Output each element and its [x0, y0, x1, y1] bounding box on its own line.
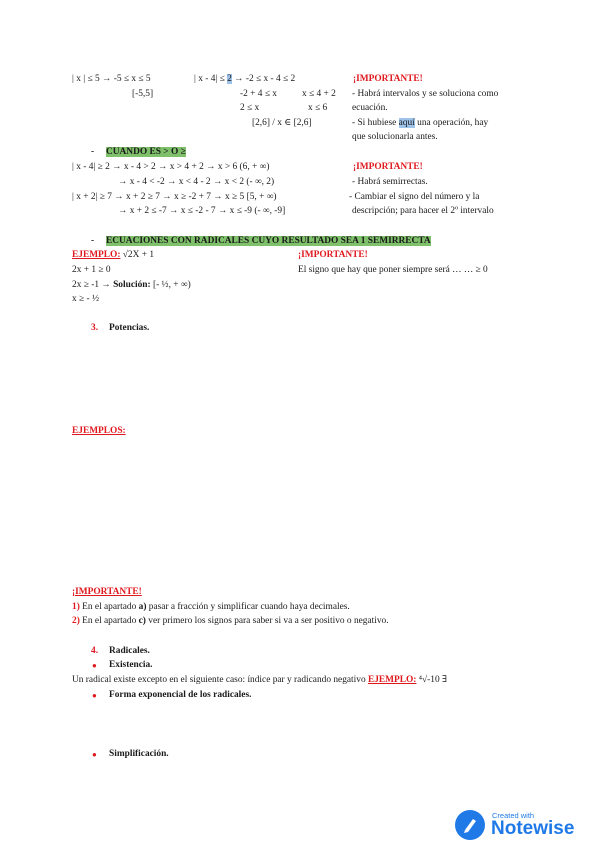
heading-ecuaciones-radicales: ECUACIONES CON RADICALES CUYO RESULTADO SEA 1 SEMIRRECTA [106, 236, 431, 246]
section-4-title: Radicales. [109, 646, 150, 656]
bullet-dot-icon: ● [92, 661, 97, 670]
notewise-logo [455, 808, 585, 842]
note-cambiar-signo-cont: descripción; para hacer el 2º intervalo [352, 206, 494, 216]
ineq-ge-line-1: | x - 4| ≥ 2 → x - 4 > 2 → x > 4 + 2 → x > 6 (6, + ∞) [72, 162, 270, 172]
important-label-4: ¡IMPORTANTE! [72, 587, 142, 597]
bullet-dot-icon: ● [92, 691, 97, 700]
ineq-ge-line-2: → x - 4 < -2 → x < 4 - 2 → x < 2 (- ∞, 2) [118, 177, 275, 187]
example-radical: EJEMPLO: √2X + 1 [72, 250, 155, 260]
ineq-ge-line-3: | x + 2| ≥ 7 → x + 2 ≥ 7 → x ≥ -2 + 7 → x ≥ 5 [5, + ∞) [72, 192, 277, 202]
bullet-dash-2: - [91, 236, 95, 246]
note-intervals-cont: ecuación. [352, 103, 388, 113]
note-semirrectas: - Habrá semirrectas. [352, 177, 428, 187]
bullet-dot-icon: ● [92, 750, 97, 759]
logo-created-with: Created with [492, 811, 535, 820]
important-label-2: ¡IMPORTANTE! [353, 162, 423, 172]
important-item-1: 1) En el apartado a) pasar a fracción y simplificar cuando haya decimales. [72, 602, 350, 612]
ineq-step-d: x ≤ 6 [308, 103, 328, 113]
interval-2-6: [2,6] / x ∈ [2,6] [252, 118, 312, 128]
note-signo: El signo que hay que poner siempre será … … ≥ 0 [298, 265, 488, 275]
radical-step-2: 2x ≥ -1 → Solución: [- ½, + ∞) [72, 280, 191, 290]
important-item-2: 2) En el apartado c) ver primero los signos para saber si va a ser positivo o negativo. [72, 616, 389, 626]
ineq-abs-x-le-5: | x | ≤ 5 → -5 ≤ x ≤ 5 [72, 74, 151, 84]
note-operation-cont: que solucionarla antes. [352, 132, 438, 142]
heading-cuando-es: CUANDO ES > O ≥ [106, 147, 186, 157]
ineq-step-b: x ≤ 4 + 2 [302, 89, 336, 99]
bullet-dash-1: - [91, 147, 95, 157]
section-3-number: 3. [91, 323, 99, 333]
notewise-pen-icon [455, 810, 485, 840]
ineq-abs-x-minus-4: | x - 4| ≤ 2 → -2 ≤ x - 4 ≤ 2 [194, 74, 296, 84]
interval-minus5-5: [-5,5] [132, 89, 154, 99]
note-cambiar-signo: - Cambiar el signo del número y la [349, 192, 480, 202]
note-intervals: - Habrá intervalos y se soluciona como [352, 89, 499, 99]
ineq-ge-line-4: → x + 2 ≤ -7 → x ≤ -2 - 7 → x ≤ -9 (- ∞, -9] [118, 206, 286, 216]
ineq-step-a: -2 + 4 ≤ x [240, 89, 277, 99]
radical-step-1: 2x + 1 ≥ 0 [72, 265, 111, 275]
important-label-1: ¡IMPORTANTE! [353, 74, 423, 84]
ejemplos-label: EJEMPLOS: [72, 426, 126, 436]
subsection-existencia: Existencia. [109, 660, 153, 670]
radical-step-3: x ≥ - ½ [72, 294, 100, 304]
ineq-step-c: 2 ≤ x [240, 103, 260, 113]
section-4-number: 4. [91, 646, 99, 656]
logo-notewise: Notewise [491, 818, 575, 839]
important-label-3: ¡IMPORTANTE! [298, 250, 368, 260]
existencia-text: Un radical existe excepto en el siguiente caso: índice par y radicando negativo EJEMPLO: ⁴√-10 ∃ [72, 675, 448, 685]
section-3-title: Potencias. [109, 323, 150, 333]
note-operation: - Si hubiese aquí una operación, hay [352, 118, 489, 128]
subsection-simplificacion: Simplificación. [109, 749, 169, 759]
subsection-forma-exponencial: Forma exponencial de los radicales. [109, 690, 252, 700]
